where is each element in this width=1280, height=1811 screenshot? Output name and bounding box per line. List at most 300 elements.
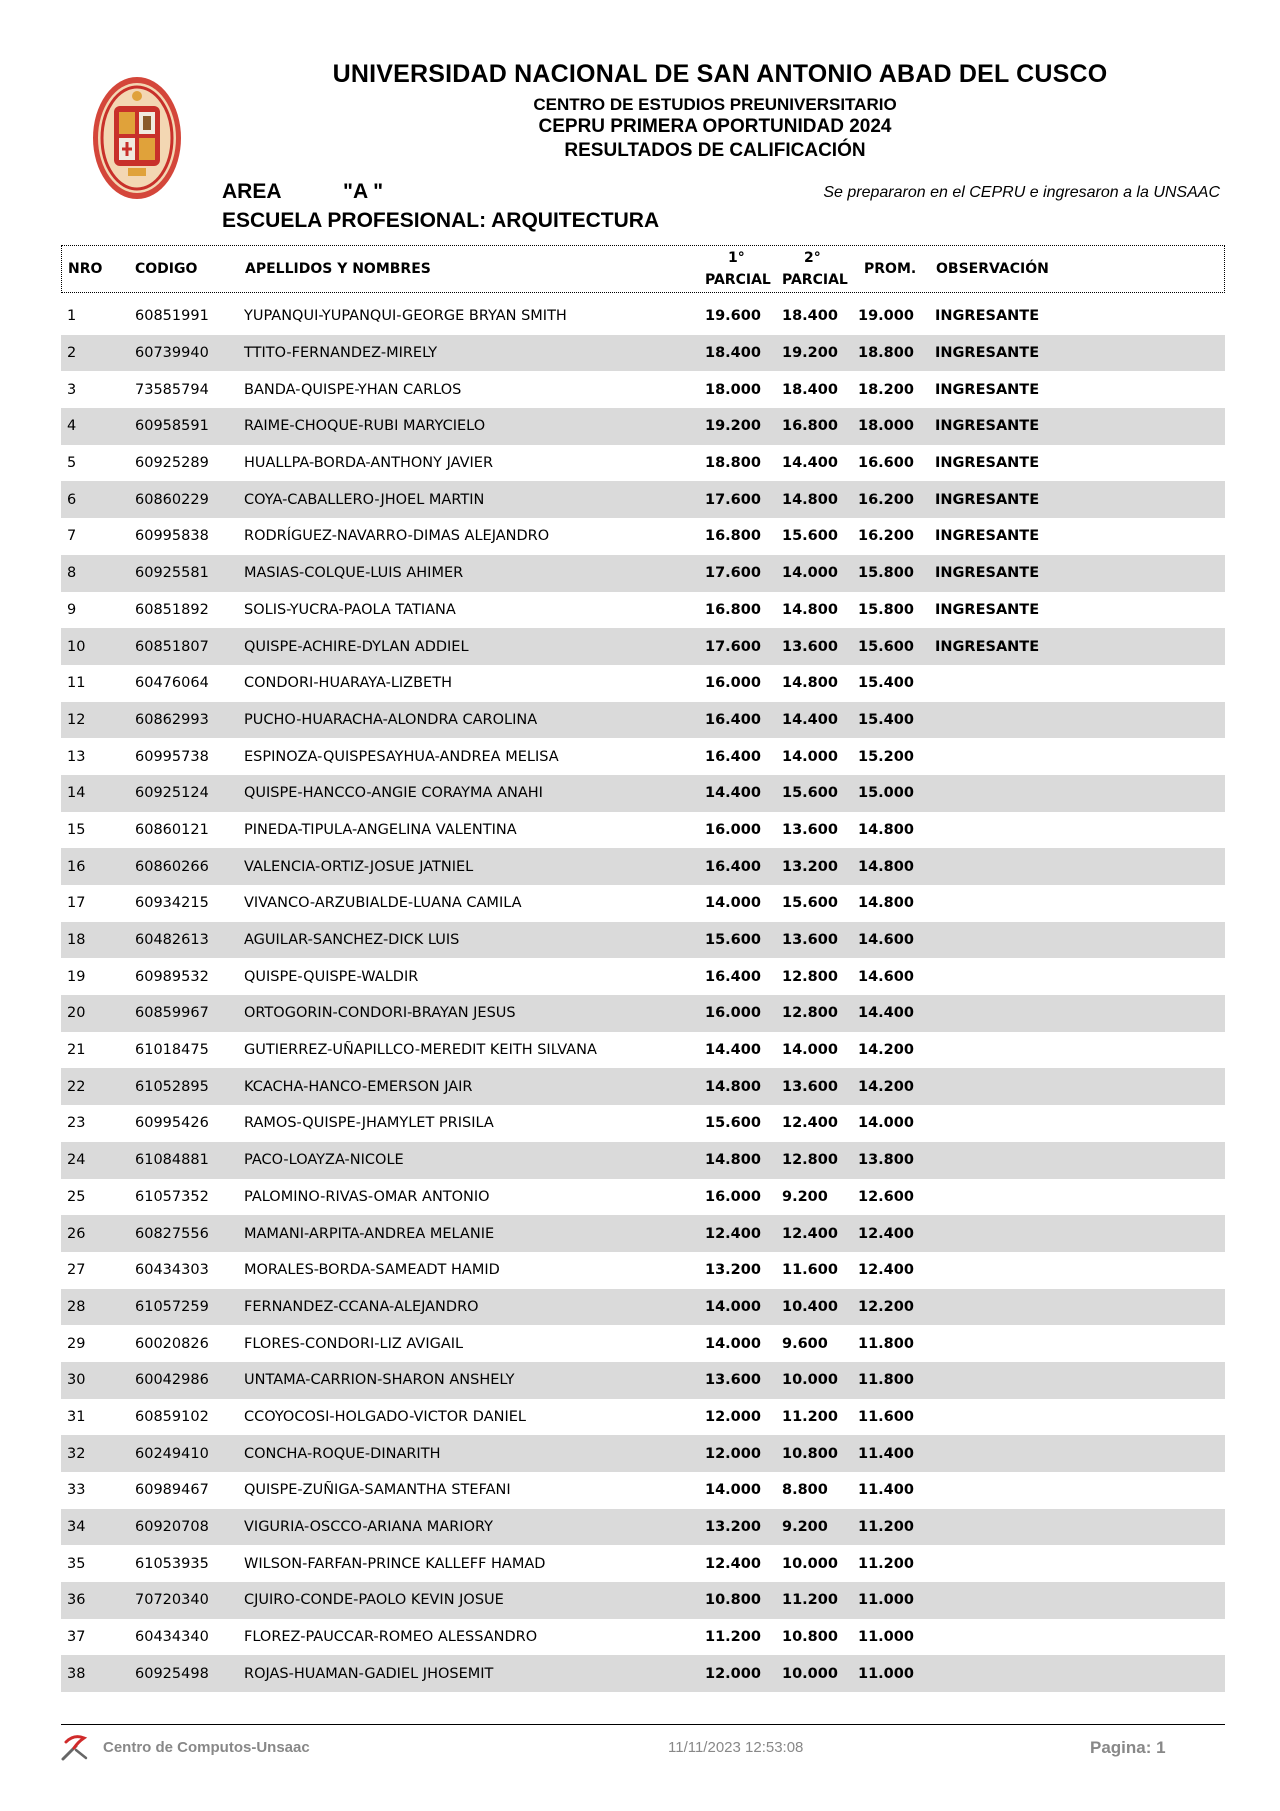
- row-nombre: BANDA-QUISPE-YHAN CARLOS: [244, 381, 462, 398]
- row-nombre: MORALES-BORDA-SAMEADT HAMID: [244, 1262, 500, 1279]
- row-parcial-2: 12.400: [782, 1225, 838, 1242]
- row-promedio: 15.800: [858, 565, 914, 582]
- row-parcial-1: 16.000: [705, 821, 761, 838]
- row-promedio: 14.000: [858, 1115, 914, 1132]
- row-nombre: VIVANCO-ARZUBIALDE-LUANA CAMILA: [244, 895, 522, 912]
- row-nro: 34: [67, 1519, 86, 1536]
- row-parcial-2: 14.800: [782, 601, 838, 618]
- row-promedio: 19.000: [858, 308, 914, 325]
- row-nombre: CJUIRO-CONDE-PAOLO KEVIN JOSUE: [244, 1592, 504, 1609]
- col-prom: PROM.: [864, 261, 917, 277]
- row-promedio: 14.200: [858, 1078, 914, 1095]
- table-header: [61, 245, 1225, 293]
- table-row: [61, 775, 1225, 812]
- row-parcial-2: 11.200: [782, 1592, 838, 1609]
- row-parcial-2: 19.200: [782, 345, 838, 362]
- table-row: [61, 922, 1225, 959]
- row-promedio: 14.600: [858, 968, 914, 985]
- row-nro: 28: [67, 1298, 86, 1315]
- row-parcial-2: 14.000: [782, 1042, 838, 1059]
- row-codigo: 60827556: [135, 1225, 209, 1242]
- row-parcial-1: 16.400: [705, 711, 761, 728]
- row-nombre: TTITO-FERNANDEZ-MIRELY: [244, 345, 438, 362]
- row-codigo: 61057352: [135, 1188, 209, 1205]
- computing-center-icon: [60, 1732, 90, 1762]
- row-nro: 5: [67, 455, 77, 472]
- col-nro: NRO: [68, 261, 103, 277]
- escuela-title: ESCUELA PROFESIONAL: ARQUITECTURA: [222, 209, 660, 232]
- row-parcial-2: 18.400: [782, 308, 838, 325]
- row-nro: 21: [67, 1042, 86, 1059]
- row-parcial-2: 15.600: [782, 895, 838, 912]
- row-nombre: WILSON-FARFAN-PRINCE KALLEFF HAMAD: [244, 1555, 546, 1572]
- table-row: [61, 885, 1225, 922]
- table-row: [61, 1252, 1225, 1289]
- row-parcial-1: 16.400: [705, 968, 761, 985]
- row-promedio: 11.800: [858, 1372, 914, 1389]
- row-parcial-1: 14.000: [705, 1482, 761, 1499]
- row-codigo: 60995426: [135, 1115, 209, 1132]
- row-parcial-1: 16.800: [705, 528, 761, 545]
- row-parcial-1: 16.000: [705, 675, 761, 692]
- row-codigo: 60995838: [135, 528, 209, 545]
- row-codigo: 60042986: [135, 1372, 209, 1389]
- row-codigo: 60989467: [135, 1482, 209, 1499]
- row-codigo: 60434340: [135, 1629, 209, 1646]
- legend-note: Se prepararon en el CEPRU e ingresaron a la UNSAAC: [823, 184, 1220, 201]
- row-promedio: 14.800: [858, 895, 914, 912]
- row-codigo: 61053935: [135, 1555, 209, 1572]
- col-p1-top: 1°: [728, 250, 745, 266]
- row-nombre: HUALLPA-BORDA-ANTHONY JAVIER: [244, 455, 494, 472]
- row-observacion: INGRESANTE: [935, 381, 1040, 398]
- row-nombre: FERNANDEZ-CCANA-ALEJANDRO: [244, 1298, 479, 1315]
- row-nro: 15: [67, 821, 86, 838]
- row-parcial-1: 14.000: [705, 895, 761, 912]
- col-p2-bottom: PARCIAL: [782, 272, 848, 288]
- row-observacion: INGRESANTE: [935, 565, 1040, 582]
- row-parcial-2: 18.400: [782, 381, 838, 398]
- row-parcial-1: 15.600: [705, 932, 761, 949]
- row-nro: 9: [67, 601, 77, 618]
- row-parcial-2: 13.200: [782, 858, 838, 875]
- row-parcial-2: 10.400: [782, 1298, 838, 1315]
- row-codigo: 60860266: [135, 858, 209, 875]
- row-nombre: UNTAMA-CARRION-SHARON ANSHELY: [244, 1372, 515, 1389]
- row-parcial-2: 14.400: [782, 455, 838, 472]
- row-nro: 35: [67, 1555, 86, 1572]
- row-nombre: KCACHA-HANCO-EMERSON JAIR: [244, 1078, 473, 1095]
- row-nro: 20: [67, 1005, 86, 1022]
- row-parcial-1: 12.000: [705, 1408, 761, 1425]
- table-row: [61, 1655, 1225, 1692]
- row-nro: 18: [67, 932, 86, 949]
- row-parcial-2: 14.800: [782, 675, 838, 692]
- row-nombre: RODRÍGUEZ-NAVARRO-DIMAS ALEJANDRO: [244, 528, 550, 545]
- table-row: [61, 592, 1225, 629]
- row-parcial-1: 12.000: [705, 1665, 761, 1682]
- row-nombre: PALOMINO-RIVAS-OMAR ANTONIO: [244, 1188, 490, 1205]
- row-codigo: 60434303: [135, 1262, 209, 1279]
- university-title: UNIVERSIDAD NACIONAL DE SAN ANTONIO ABAD DEL CUSCO: [332, 60, 1108, 88]
- row-parcial-1: 14.400: [705, 1042, 761, 1059]
- row-observacion: INGRESANTE: [935, 345, 1040, 362]
- row-parcial-2: 13.600: [782, 1078, 838, 1095]
- row-parcial-1: 13.600: [705, 1372, 761, 1389]
- row-parcial-1: 16.400: [705, 748, 761, 765]
- row-parcial-1: 14.000: [705, 1298, 761, 1315]
- table-row: [61, 1582, 1225, 1619]
- row-parcial-2: 10.800: [782, 1629, 838, 1646]
- col-p1-bottom: PARCIAL: [705, 272, 771, 288]
- row-nombre: CCOYOCOSI-HOLGADO-VICTOR DANIEL: [244, 1408, 526, 1425]
- row-nombre: COYA-CABALLERO-JHOEL MARTIN: [244, 491, 485, 508]
- row-parcial-1: 14.000: [705, 1335, 761, 1352]
- row-parcial-2: 12.800: [782, 1005, 838, 1022]
- row-promedio: 15.000: [858, 785, 914, 802]
- row-nro: 27: [67, 1262, 86, 1279]
- table-row: [61, 628, 1225, 665]
- row-nro: 19: [67, 968, 86, 985]
- row-codigo: 60925124: [135, 785, 209, 802]
- table-row: [61, 1289, 1225, 1326]
- row-nro: 16: [67, 858, 86, 875]
- table-row: [61, 1509, 1225, 1546]
- row-nro: 2: [67, 345, 77, 362]
- row-codigo: 60934215: [135, 895, 209, 912]
- table-row: [61, 408, 1225, 445]
- row-promedio: 15.600: [858, 638, 914, 655]
- row-codigo: 60482613: [135, 932, 209, 949]
- row-parcial-1: 18.000: [705, 381, 761, 398]
- row-parcial-1: 14.800: [705, 1152, 761, 1169]
- row-parcial-2: 9.200: [782, 1519, 828, 1536]
- row-promedio: 14.200: [858, 1042, 914, 1059]
- row-promedio: 16.600: [858, 455, 914, 472]
- row-codigo: 60925289: [135, 455, 209, 472]
- row-promedio: 11.400: [858, 1482, 914, 1499]
- row-nombre: GUTIERREZ-UÑAPILLCO-MEREDIT KEITH SILVANA: [244, 1042, 597, 1059]
- table-row: [61, 1068, 1225, 1105]
- row-parcial-1: 12.400: [705, 1225, 761, 1242]
- row-observacion: INGRESANTE: [935, 528, 1040, 545]
- row-codigo: 60249410: [135, 1445, 209, 1462]
- row-promedio: 12.200: [858, 1298, 914, 1315]
- table-row: [61, 665, 1225, 702]
- row-parcial-1: 17.600: [705, 565, 761, 582]
- row-parcial-2: 9.200: [782, 1188, 828, 1205]
- row-parcial-1: 12.000: [705, 1445, 761, 1462]
- row-nombre: MAMANI-ARPITA-ANDREA MELANIE: [244, 1225, 495, 1242]
- table-row: [61, 702, 1225, 739]
- row-promedio: 18.200: [858, 381, 914, 398]
- row-parcial-2: 12.400: [782, 1115, 838, 1132]
- row-codigo: 60020826: [135, 1335, 209, 1352]
- row-parcial-1: 15.600: [705, 1115, 761, 1132]
- row-promedio: 11.200: [858, 1519, 914, 1536]
- footer-page-number: Pagina: 1: [1090, 1738, 1166, 1757]
- row-promedio: 11.400: [858, 1445, 914, 1462]
- row-promedio: 15.800: [858, 601, 914, 618]
- row-nombre: SOLIS-YUCRA-PAOLA TATIANA: [244, 601, 456, 618]
- row-codigo: 60476064: [135, 675, 209, 692]
- row-promedio: 16.200: [858, 491, 914, 508]
- row-nro: 37: [67, 1629, 86, 1646]
- row-nro: 12: [67, 711, 86, 728]
- row-nro: 25: [67, 1188, 86, 1205]
- row-promedio: 15.400: [858, 675, 914, 692]
- row-nro: 24: [67, 1152, 86, 1169]
- row-promedio: 11.000: [858, 1592, 914, 1609]
- row-nombre: ROJAS-HUAMAN-GADIEL JHOSEMIT: [244, 1665, 494, 1682]
- table-row: [61, 1179, 1225, 1216]
- row-promedio: 14.800: [858, 858, 914, 875]
- row-parcial-1: 16.000: [705, 1005, 761, 1022]
- row-nro: 26: [67, 1225, 86, 1242]
- row-nro: 14: [67, 785, 86, 802]
- row-nro: 30: [67, 1372, 86, 1389]
- row-parcial-1: 16.000: [705, 1188, 761, 1205]
- row-nombre: FLORES-CONDORI-LIZ AVIGAIL: [244, 1335, 464, 1352]
- row-nro: 8: [67, 565, 77, 582]
- row-parcial-1: 16.800: [705, 601, 761, 618]
- row-codigo: 60859102: [135, 1408, 209, 1425]
- program-subtitle: CEPRU PRIMERA OPORTUNIDAD 2024: [538, 116, 892, 137]
- table-row: [61, 1362, 1225, 1399]
- row-promedio: 11.000: [858, 1665, 914, 1682]
- row-nro: 23: [67, 1115, 86, 1132]
- row-parcial-1: 14.400: [705, 785, 761, 802]
- row-nro: 1: [67, 308, 77, 325]
- row-parcial-2: 11.600: [782, 1262, 838, 1279]
- table-row: [61, 1142, 1225, 1179]
- row-parcial-2: 14.400: [782, 711, 838, 728]
- row-codigo: 61018475: [135, 1042, 209, 1059]
- row-nombre: PINEDA-TIPULA-ANGELINA VALENTINA: [244, 821, 517, 838]
- row-nombre: RAIME-CHOQUE-RUBI MARYCIELO: [244, 418, 486, 435]
- table-row: [61, 518, 1225, 555]
- table-row: [61, 738, 1225, 775]
- row-codigo: 61057259: [135, 1298, 209, 1315]
- row-promedio: 12.400: [858, 1225, 914, 1242]
- row-parcial-1: 10.800: [705, 1592, 761, 1609]
- row-nro: 7: [67, 528, 77, 545]
- row-nro: 38: [67, 1665, 86, 1682]
- table-row: [61, 812, 1225, 849]
- row-nombre: VIGURIA-OSCCO-ARIANA MARIORY: [244, 1519, 493, 1536]
- row-codigo: 60862993: [135, 711, 209, 728]
- row-nombre: CONDORI-HUARAYA-LIZBETH: [244, 675, 452, 692]
- row-promedio: 15.200: [858, 748, 914, 765]
- results-table-body: [61, 298, 1225, 1692]
- row-parcial-2: 10.000: [782, 1555, 838, 1572]
- row-promedio: 14.600: [858, 932, 914, 949]
- table-row: [61, 1032, 1225, 1069]
- row-nombre: QUISPE-HANCCO-ANGIE CORAYMA ANAHI: [244, 785, 543, 802]
- row-parcial-2: 13.600: [782, 638, 838, 655]
- row-nro: 3: [67, 381, 77, 398]
- row-codigo: 60925498: [135, 1665, 209, 1682]
- row-nro: 31: [67, 1408, 86, 1425]
- row-parcial-1: 16.400: [705, 858, 761, 875]
- row-nro: 33: [67, 1482, 86, 1499]
- row-codigo: 60989532: [135, 968, 209, 985]
- table-row: [61, 445, 1225, 482]
- row-codigo: 60925581: [135, 565, 209, 582]
- row-observacion: INGRESANTE: [935, 418, 1040, 435]
- row-codigo: 60859967: [135, 1005, 209, 1022]
- table-row: [61, 1435, 1225, 1472]
- row-nombre: QUISPE-QUISPE-WALDIR: [244, 968, 419, 985]
- row-nro: 11: [67, 675, 86, 692]
- row-parcial-1: 17.600: [705, 638, 761, 655]
- row-parcial-2: 13.600: [782, 821, 838, 838]
- row-codigo: 61084881: [135, 1152, 209, 1169]
- row-parcial-2: 14.000: [782, 748, 838, 765]
- row-promedio: 16.200: [858, 528, 914, 545]
- row-codigo: 60958591: [135, 418, 209, 435]
- footer-source: Centro de Computos-Unsaac: [103, 1739, 310, 1756]
- row-promedio: 12.600: [858, 1188, 914, 1205]
- row-parcial-1: 13.200: [705, 1519, 761, 1536]
- row-parcial-2: 14.800: [782, 491, 838, 508]
- row-observacion: INGRESANTE: [935, 491, 1040, 508]
- row-promedio: 18.000: [858, 418, 914, 435]
- col-codigo: CODIGO: [135, 261, 198, 277]
- row-parcial-2: 13.600: [782, 932, 838, 949]
- row-nro: 10: [67, 638, 86, 655]
- row-parcial-1: 19.600: [705, 308, 761, 325]
- table-row: [61, 995, 1225, 1032]
- row-codigo: 70720340: [135, 1592, 209, 1609]
- col-p2-top: 2°: [804, 250, 821, 266]
- table-row: [61, 1472, 1225, 1509]
- row-parcial-2: 10.000: [782, 1372, 838, 1389]
- footer-divider: [61, 1724, 1225, 1725]
- row-observacion: INGRESANTE: [935, 638, 1040, 655]
- row-nombre: AGUILAR-SANCHEZ-DICK LUIS: [244, 932, 460, 949]
- row-parcial-2: 9.600: [782, 1335, 828, 1352]
- row-codigo: 61052895: [135, 1078, 209, 1095]
- row-promedio: 11.200: [858, 1555, 914, 1572]
- table-row: [61, 848, 1225, 885]
- row-nombre: FLOREZ-PAUCCAR-ROMEO ALESSANDRO: [244, 1629, 538, 1646]
- center-subtitle: CENTRO DE ESTUDIOS PREUNIVERSITARIO: [533, 95, 897, 114]
- row-promedio: 14.400: [858, 1005, 914, 1022]
- row-codigo: 73585794: [135, 381, 209, 398]
- table-row: [61, 481, 1225, 518]
- row-parcial-1: 12.400: [705, 1555, 761, 1572]
- row-codigo: 60739940: [135, 345, 209, 362]
- col-nombres: APELLIDOS Y NOMBRES: [245, 261, 431, 277]
- table-row: [61, 335, 1225, 372]
- row-promedio: 14.800: [858, 821, 914, 838]
- row-promedio: 12.400: [858, 1262, 914, 1279]
- row-nombre: ESPINOZA-QUISPESAYHUA-ANDREA MELISA: [244, 748, 559, 765]
- row-parcial-2: 8.800: [782, 1482, 828, 1499]
- row-parcial-2: 10.800: [782, 1445, 838, 1462]
- area-value: "A ": [343, 180, 384, 203]
- row-nombre: PUCHO-HUARACHA-ALONDRA CAROLINA: [244, 711, 538, 728]
- table-row: [61, 1105, 1225, 1142]
- row-nombre: MASIAS-COLQUE-LUIS AHIMER: [244, 565, 464, 582]
- row-nombre: QUISPE-ZUÑIGA-SAMANTHA STEFANI: [244, 1482, 511, 1499]
- table-row: [61, 555, 1225, 592]
- row-parcial-2: 16.800: [782, 418, 838, 435]
- report-title: RESULTADOS DE CALIFICACIÓN: [564, 140, 866, 161]
- table-row: [61, 1619, 1225, 1656]
- row-codigo: 60851991: [135, 308, 209, 325]
- row-promedio: 11.600: [858, 1408, 914, 1425]
- row-codigo: 60860229: [135, 491, 209, 508]
- row-codigo: 60851807: [135, 638, 209, 655]
- row-nro: 32: [67, 1445, 86, 1462]
- row-parcial-1: 11.200: [705, 1629, 761, 1646]
- row-observacion: INGRESANTE: [935, 308, 1040, 325]
- row-parcial-2: 15.600: [782, 528, 838, 545]
- table-row: [61, 371, 1225, 408]
- table-row: [61, 1215, 1225, 1252]
- table-row: [61, 298, 1225, 335]
- row-nombre: YUPANQUI-YUPANQUI-GEORGE BRYAN SMITH: [244, 308, 567, 325]
- row-nombre: RAMOS-QUISPE-JHAMYLET PRISILA: [244, 1115, 494, 1132]
- row-nro: 6: [67, 491, 77, 508]
- row-parcial-2: 11.200: [782, 1408, 838, 1425]
- row-codigo: 60920708: [135, 1519, 209, 1536]
- row-nombre: QUISPE-ACHIRE-DYLAN ADDIEL: [244, 638, 469, 655]
- row-nro: 17: [67, 895, 86, 912]
- table-row: [61, 958, 1225, 995]
- row-promedio: 15.400: [858, 711, 914, 728]
- row-observacion: INGRESANTE: [935, 455, 1040, 472]
- table-row: [61, 1399, 1225, 1436]
- row-promedio: 13.800: [858, 1152, 914, 1169]
- row-parcial-1: 14.800: [705, 1078, 761, 1095]
- row-nombre: VALENCIA-ORTIZ-JOSUE JATNIEL: [244, 858, 474, 875]
- row-parcial-2: 14.000: [782, 565, 838, 582]
- area-label: AREA: [222, 180, 282, 203]
- row-nro: 29: [67, 1335, 86, 1352]
- row-parcial-1: 17.600: [705, 491, 761, 508]
- row-parcial-1: 13.200: [705, 1262, 761, 1279]
- row-nombre: PACO-LOAYZA-NICOLE: [244, 1152, 404, 1169]
- row-codigo: 60995738: [135, 748, 209, 765]
- row-nro: 4: [67, 418, 77, 435]
- table-row: [61, 1545, 1225, 1582]
- row-parcial-1: 18.800: [705, 455, 761, 472]
- row-codigo: 60860121: [135, 821, 209, 838]
- row-parcial-2: 10.000: [782, 1665, 838, 1682]
- row-nro: 13: [67, 748, 86, 765]
- row-nombre: CONCHA-ROQUE-DINARITH: [244, 1445, 441, 1462]
- row-observacion: INGRESANTE: [935, 601, 1040, 618]
- row-parcial-2: 12.800: [782, 968, 838, 985]
- row-promedio: 11.800: [858, 1335, 914, 1352]
- row-nombre: ORTOGORIN-CONDORI-BRAYAN JESUS: [244, 1005, 516, 1022]
- row-parcial-1: 19.200: [705, 418, 761, 435]
- table-row: [61, 1325, 1225, 1362]
- row-parcial-2: 12.800: [782, 1152, 838, 1169]
- footer-datetime: 11/11/2023 12:53:08: [668, 1739, 804, 1756]
- col-observacion: OBSERVACIÓN: [936, 261, 1049, 277]
- row-parcial-1: 18.400: [705, 345, 761, 362]
- row-nro: 36: [67, 1592, 86, 1609]
- row-nro: 22: [67, 1078, 86, 1095]
- row-promedio: 11.000: [858, 1629, 914, 1646]
- row-parcial-2: 15.600: [782, 785, 838, 802]
- row-promedio: 18.800: [858, 345, 914, 362]
- row-codigo: 60851892: [135, 601, 209, 618]
